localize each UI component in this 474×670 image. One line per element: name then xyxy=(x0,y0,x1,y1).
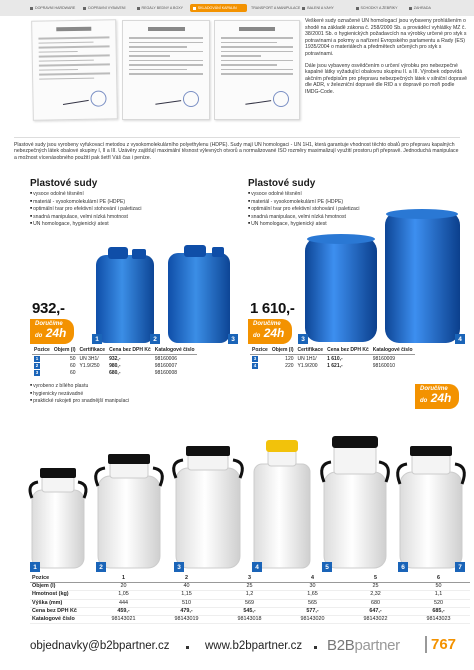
col-header: Katalogové číslo xyxy=(372,347,413,353)
blue-drums-image xyxy=(300,205,465,345)
col-header: Pozice xyxy=(34,347,50,353)
table-row: Hmotnost (kg) 1,05 1,15 1,2 1,65 2,32 1,1 xyxy=(30,591,470,599)
position-badge: 3 xyxy=(174,562,184,572)
col-header: Certifikace xyxy=(79,347,106,353)
nav-item[interactable]: SCHODKY A ŽEBŘÍKY xyxy=(356,6,407,10)
position-badge: 3 xyxy=(298,334,308,344)
certificate-document-3 xyxy=(214,20,300,120)
col-header: Certifikace xyxy=(297,347,324,353)
white-drums-image xyxy=(28,432,468,572)
position-badge: 4 xyxy=(455,334,465,344)
feature-item: ■ snadná manipulace, velmi nízká hmotnost xyxy=(248,213,360,221)
col-header: Pozice xyxy=(252,347,268,353)
email-link[interactable]: objednavky@b2bpartner.cz xyxy=(30,640,170,652)
nav-item[interactable]: TRANSPORT A MANIPULACE xyxy=(251,6,301,10)
table-row: Pozice 1 2 3 4 5 6 xyxy=(30,575,470,583)
table-row: 3 120 UN 1H1/ 1 610,- 98160009 xyxy=(253,355,396,362)
nav-item[interactable]: REGÁLY BEDNY A BOXY xyxy=(137,6,188,10)
separator-dot xyxy=(314,646,317,649)
col-header: Objem (l) xyxy=(271,347,294,353)
col-header: Cena bez DPH Kč xyxy=(327,347,369,353)
table-row: Objem (l) 20 40 25 30 25 50 xyxy=(30,583,470,591)
position-badge: 6 xyxy=(398,562,408,572)
position-badge: 5 xyxy=(322,562,332,572)
feature-item: ■ materiál - vysokomolekulární PE (HDPE) xyxy=(30,198,142,206)
nav-item[interactable]: DOPRAVNÍ VYBAVENÍ xyxy=(83,6,134,10)
nav-item[interactable]: ZAHRADA xyxy=(409,6,460,10)
nav-item[interactable]: DOPRAVNÍ HARDWARE xyxy=(30,6,81,10)
nav-item-active[interactable]: SKLADOVÁNÍ KAPALIN xyxy=(190,4,247,12)
feature-item: ■ vysoce odolné těsnění xyxy=(248,190,360,198)
delivery-badge-bottom: Doručíme do 24h xyxy=(415,384,459,409)
table-row: 4 220 Y1.9/200 1 621,- 98160010 xyxy=(253,362,396,369)
section-title-left: Plastové sudy xyxy=(30,178,98,189)
certification-text: Veškeré sudy označené UN homologací jsou vybaveny prohlášením o shodě na základě zákona č. 258/2000 Sb. a prováděcí vyhlášky MZ č. 38/2001 Sb. o hygienických požadavcích na výrobky určené pro styk s potravinami a pokrmy a nařízení Evropského parlamentu a Rady (ES) 1935/2004 o materiálech a předmětech určených pro styk s potravinami. Dále jsou vybaveny osvědčením o určení výrobku pro nebezpečné kapalné látky vyžadující obalovou skupinu II. a III. Výrobek odpovídá akčním předpisům pro přepravu nebezpečných látek v silniční dopravě dle ADR, v železniční dopravě dle RID a v dopravě po moři podle IMDG-Code. xyxy=(305,18,468,95)
feature-item: ■ vysoce odolné těsnění xyxy=(30,190,142,198)
separator-dot xyxy=(186,646,189,649)
col-header: Objem (l) xyxy=(53,347,76,353)
table-row: Výška (mm) 444 510 569 565 680 520 xyxy=(30,599,470,607)
feature-list-left xyxy=(30,190,142,228)
feature-item: ■ materiál - vysokomolekulární PE (HDPE) xyxy=(248,198,360,206)
feature-item: ■ hygienicky nezávadné xyxy=(30,390,129,398)
feature-item: ■ vyrobeno z bílého plastu xyxy=(30,382,129,390)
price-left: 932,- xyxy=(32,300,65,317)
product-table-left xyxy=(32,346,197,377)
position-badge: 3 xyxy=(228,334,238,344)
position-badge: 7 xyxy=(455,562,465,572)
table-row: 1 50 UN 3H1/ 932,- 98160006 xyxy=(35,355,178,362)
position-badge: 4 xyxy=(252,562,262,572)
position-badge: 2 xyxy=(150,334,160,344)
position-badge: 1 xyxy=(30,562,40,572)
page-number: 767 xyxy=(425,636,456,653)
feature-item: ■ snadná manipulace, velmi nízká hmotnost xyxy=(30,213,142,221)
white-drums-spec-table xyxy=(30,575,470,624)
table-row: Cena bez DPH Kč 459,- 479,- 545,- 577,- 647,- 685,- xyxy=(30,607,470,615)
position-badge: 1 xyxy=(92,334,102,344)
b2bpartner-logo: B2Bpartner xyxy=(327,637,400,654)
price-right: 1 610,- xyxy=(250,300,295,317)
col-header: Katalogové číslo xyxy=(154,347,195,353)
intro-paragraph: Plastové sudy jsou vyrobeny vyfukovací metodou z vysokomolekulárního polyethylenu (HDPE). Sudy mají UN homologaci - UN 1H1, která garantuje vhodnost těchto obalů pro přepravu kapalných nebezpečných látek obalové skupiny I, II a III. Uzávěry zajišťují maximální těsnost výlevných otvorů a normalizované ISO rozměry maximalizují využití prostoru při přepravě. Jednoduchá manipulace a možnost vícenásobného použití pak šetří Váš čas i peníze. xyxy=(14,142,459,161)
delivery-badge-right: Doručíme do 24h xyxy=(248,319,292,344)
section-title-right: Plastové sudy xyxy=(248,178,316,189)
nav-item[interactable]: BALENÍ A VÁHY xyxy=(302,6,353,10)
table-row: 3 60 680,- 98160008 xyxy=(35,370,178,377)
feature-item: ■ UN homologace, hygienický atest xyxy=(30,220,142,228)
table-row: 2 60 Y1.9/250 980,- 98160007 xyxy=(35,362,178,369)
footer xyxy=(0,636,474,670)
feature-item: ■ praktické rukojeti pro snadnější manipulaci xyxy=(30,397,129,405)
delivery-badge-left: Doručíme do 24h xyxy=(30,319,74,344)
website-link[interactable]: www.b2bpartner.cz xyxy=(205,640,303,652)
feature-item: ■ optimální tvar pro efektivní stohování i paletizaci xyxy=(248,205,360,213)
product-table-right xyxy=(250,346,415,370)
divider xyxy=(14,137,460,138)
certificate-document-2 xyxy=(122,20,210,120)
blue-canisters-image xyxy=(90,245,240,345)
position-badge: 2 xyxy=(96,562,106,572)
feature-item: ■ UN homologace, hygienický atest xyxy=(248,220,360,228)
white-drum-features xyxy=(30,382,129,405)
col-header: Cena bez DPH Kč xyxy=(109,347,151,353)
top-navigation xyxy=(0,0,474,16)
feature-item: ■ optimální tvar pro efektivní stohování i paletizaci xyxy=(30,205,142,213)
table-row: Katalogové číslo 98143021 98143019 98143018 98143020 98143022 98143023 xyxy=(30,616,470,624)
certificate-document-1 xyxy=(31,19,118,120)
